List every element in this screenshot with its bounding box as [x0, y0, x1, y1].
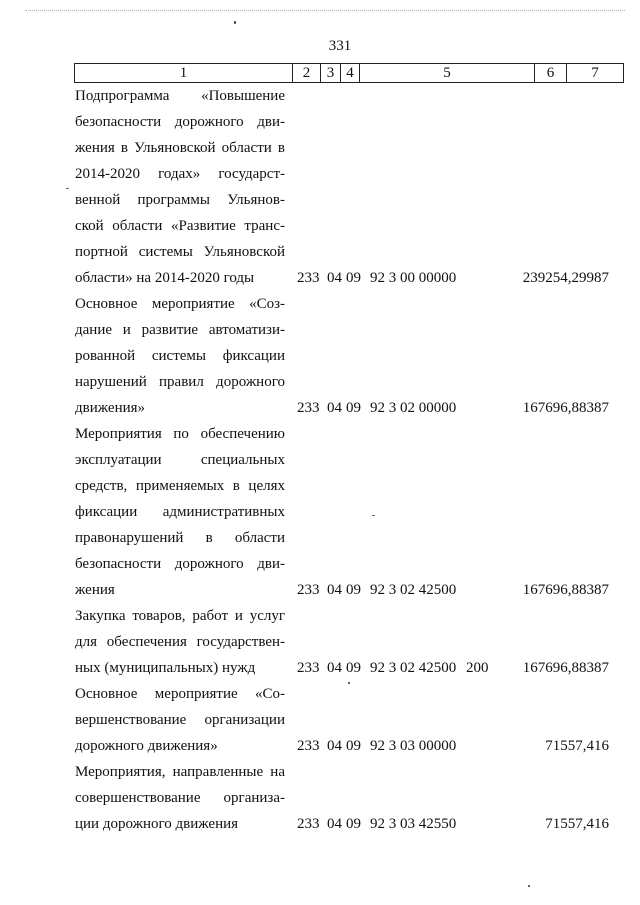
- row-codes: [0, 577, 640, 603]
- amount-value: 167696,88387: [522, 400, 609, 416]
- row-description: [75, 421, 285, 603]
- target-article-code: 92 3 03 00000: [370, 738, 457, 754]
- description-line: ской области «Развитие транс-: [75, 218, 285, 234]
- section-code: 04: [327, 582, 342, 598]
- description-line: Подпрограмма «Повышение: [75, 88, 285, 104]
- description-line: Закупка товаров, работ и услуг: [75, 608, 285, 624]
- header-col-expense: 6: [535, 64, 567, 82]
- amount-value: 167696,88387: [522, 660, 609, 676]
- description-line: Мероприятия по обеспечению: [75, 426, 285, 442]
- admin-code: 233: [297, 816, 320, 832]
- description-line: безопасности дорожного дви-: [75, 114, 285, 130]
- description-line: средств, применяемых в целях: [75, 478, 285, 494]
- section-code: 04: [327, 738, 342, 754]
- table-row: [0, 291, 640, 421]
- header-col-amount: 7: [591, 64, 599, 81]
- description-line: Мероприятия, направленные на: [75, 764, 285, 780]
- description-line: 2014-2020 годах» государст-: [75, 166, 285, 182]
- amount-value: 71557,416: [545, 816, 609, 832]
- section-code: 04: [327, 270, 342, 286]
- row-codes: [0, 655, 640, 681]
- description-line: движения»: [75, 400, 146, 416]
- scan-speck: [234, 21, 236, 24]
- description-line: портной системы Ульяновской: [75, 244, 285, 260]
- amount-value: 239254,29987: [522, 270, 609, 286]
- admin-code: 233: [297, 270, 320, 286]
- description-line: ных (муниципальных) нужд: [75, 660, 256, 676]
- description-line: дание и развитие автоматизи-: [75, 322, 285, 338]
- table-row: [0, 603, 640, 681]
- target-article-code: 92 3 02 00000: [370, 400, 457, 416]
- table-row: [0, 421, 640, 603]
- row-codes: [0, 811, 640, 837]
- description-line: ции дорожного движения: [75, 816, 239, 832]
- subsection-code: 09: [346, 816, 361, 832]
- row-codes: [0, 265, 640, 291]
- table-row: [0, 759, 640, 837]
- admin-code: 233: [297, 660, 320, 676]
- description-line: для обеспечения государствен-: [75, 634, 285, 650]
- header-col-section: 3: [321, 64, 341, 82]
- section-code: 04: [327, 816, 342, 832]
- subsection-code: 09: [346, 400, 361, 416]
- row-description: [75, 83, 285, 291]
- header-col-description: 1: [75, 64, 293, 82]
- target-article-code: 92 3 02 42500: [370, 582, 457, 598]
- amount-value: 167696,88387: [522, 582, 609, 598]
- description-line: Основное мероприятие «Соз-: [75, 296, 285, 312]
- subsection-code: 09: [346, 660, 361, 676]
- target-article-code: 92 3 02 42500: [370, 660, 457, 676]
- description-line: фиксации административных: [75, 504, 285, 520]
- description-line: венной программы Ульянов-: [75, 192, 285, 208]
- description-line: эксплуатации специальных: [75, 452, 285, 468]
- target-article-code: 92 3 00 00000: [370, 270, 457, 286]
- scan-speck: [528, 885, 530, 887]
- page-number: 331: [328, 38, 352, 54]
- description-line: рованной системы фиксации: [75, 348, 285, 364]
- scan-artifact-line: [25, 10, 625, 11]
- description-line: правонарушений в области: [75, 530, 285, 546]
- description-line: Основное мероприятие «Со-: [75, 686, 285, 702]
- header-col-target: 5: [360, 64, 535, 82]
- header-col-subsection: 4: [341, 64, 360, 82]
- section-code: 04: [327, 400, 342, 416]
- row-codes: [0, 733, 640, 759]
- table-row: [0, 83, 640, 291]
- description-line: совершенствование организа-: [75, 790, 285, 806]
- subsection-code: 09: [346, 738, 361, 754]
- subsection-code: 09: [346, 582, 361, 598]
- admin-code: 233: [297, 400, 320, 416]
- description-line: нарушений правил дорожного: [75, 374, 285, 390]
- subsection-code: 09: [346, 270, 361, 286]
- description-line: жения в Ульяновской области в: [75, 140, 285, 156]
- description-line: области» на 2014-2020 годы: [75, 270, 255, 286]
- description-line: безопасности дорожного дви-: [75, 556, 285, 572]
- admin-code: 233: [297, 582, 320, 598]
- admin-code: 233: [297, 738, 320, 754]
- description-line: дорожного движения»: [75, 738, 218, 754]
- table-row: [0, 681, 640, 759]
- row-codes: [0, 395, 640, 421]
- table-header: [74, 63, 624, 83]
- table-body: [0, 83, 640, 837]
- description-line: жения: [75, 582, 115, 598]
- amount-value: 71557,416: [545, 738, 609, 754]
- target-article-code: 92 3 03 42550: [370, 816, 457, 832]
- description-line: вершенствование организации: [75, 712, 285, 728]
- section-code: 04: [327, 660, 342, 676]
- expense-type-code: 200: [466, 660, 489, 676]
- header-col-admin: 2: [293, 64, 321, 82]
